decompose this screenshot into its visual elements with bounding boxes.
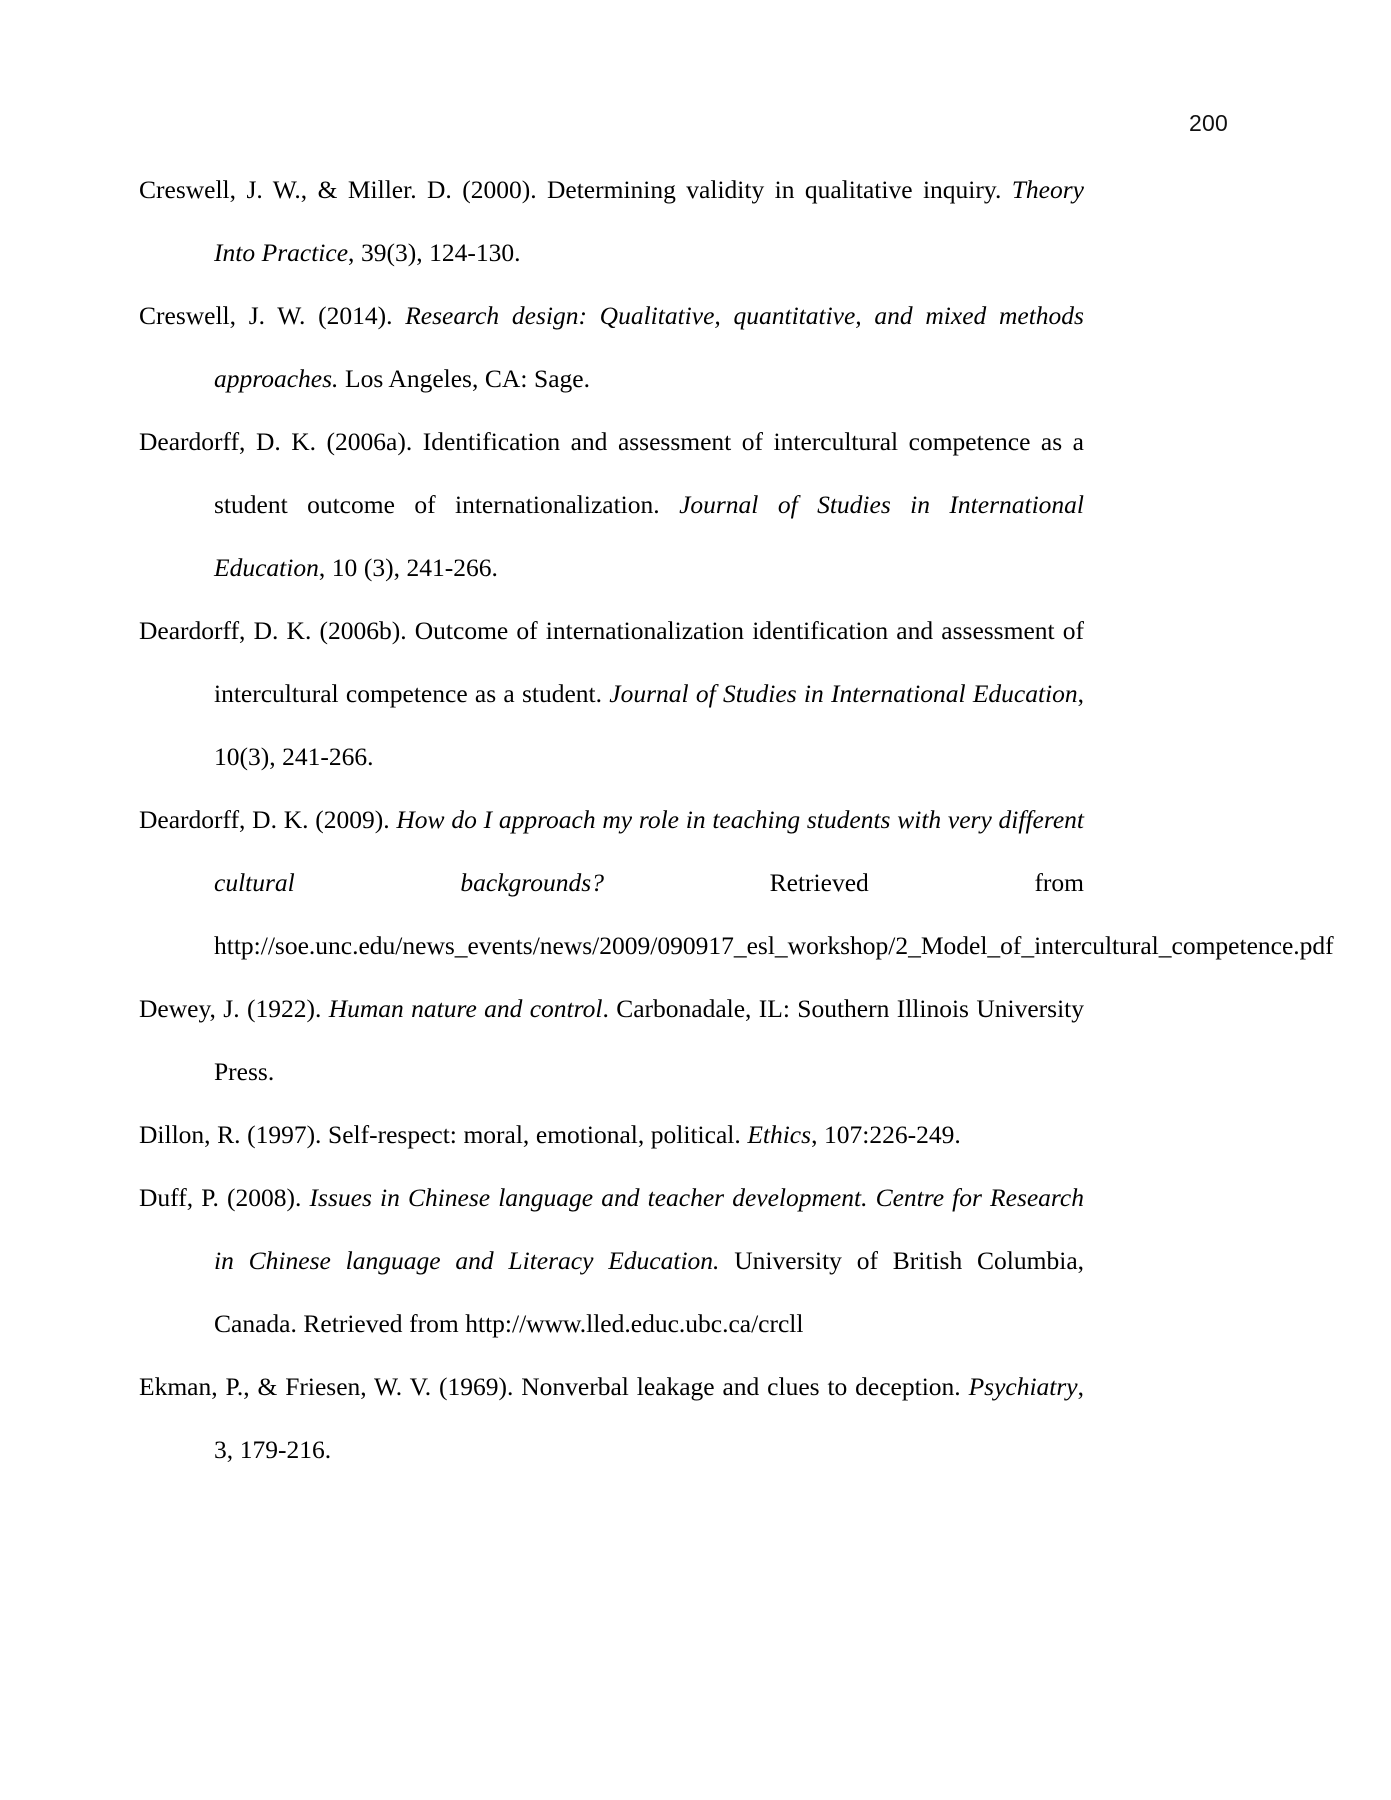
- reference-entry: [139, 977, 1084, 1103]
- reference-text: Deardorff, D. K. (2009).: [139, 805, 397, 834]
- reference-title-italic: Human nature and control: [328, 994, 603, 1023]
- reference-entry: [139, 1355, 1084, 1481]
- reference-text: Deardorff, D. K. (2006a). Identification and assessment of intercultural competence as a student outcome of internationalization.: [139, 427, 1084, 519]
- reference-entry: [139, 1166, 1084, 1355]
- reference-entry: [139, 158, 1084, 284]
- reference-text: , 107:226-249.: [811, 1120, 961, 1149]
- reference-list: [139, 158, 1334, 1481]
- reference-text: Retrieved from http://soe.unc.edu/news_events/news/2009/090917_esl_workshop/2_Model_of_intercultural_competence.pdf: [214, 868, 1334, 960]
- reference-title-italic: Issues in Chinese language and teacher development. Centre for Research in Chinese language and Literacy Education.: [214, 1183, 1084, 1275]
- reference-title-italic: Journal of Studies in International Education: [609, 679, 1078, 708]
- reference-title-italic: Theory Into Practice: [214, 175, 1084, 267]
- reference-text: University of British Columbia, Canada. Retrieved from http://www.lled.educ.ubc.ca/crcll: [214, 1246, 1085, 1338]
- reference-text: Creswell, J. W. (2014).: [139, 301, 406, 330]
- reference-entry: [139, 284, 1084, 410]
- page-number: 200: [1189, 110, 1228, 136]
- reference-text: Dewey, J. (1922).: [139, 994, 329, 1023]
- reference-text: Dillon, R. (1997). Self-respect: moral, emotional, political.: [139, 1120, 748, 1149]
- reference-entry: [139, 410, 1084, 599]
- reference-text: , 10 (3), 241-266.: [318, 553, 498, 582]
- reference-title-italic: Research design: Qualitative, quantitative, and mixed methods approaches.: [214, 301, 1084, 393]
- reference-text: Los Angeles, CA: Sage.: [338, 364, 590, 393]
- reference-text: Ekman, P., & Friesen, W. V. (1969). Nonverbal leakage and clues to deception.: [139, 1372, 969, 1401]
- reference-entry: [139, 599, 1084, 788]
- reference-text: , 10(3), 241-266.: [214, 679, 1085, 771]
- reference-title-italic: Ethics: [747, 1120, 812, 1149]
- reference-text: , 3, 179-216.: [214, 1372, 1084, 1464]
- reference-text: Duff, P. (2008).: [139, 1183, 310, 1212]
- reference-text: Deardorff, D. K. (2006b). Outcome of internationalization identification and assessment of intercultural competence as a student.: [139, 616, 1084, 708]
- reference-text: . Carbonadale, IL: Southern Illinois University Press.: [214, 994, 1084, 1086]
- reference-title-italic: Journal of Studies in International Education: [214, 490, 1084, 582]
- reference-entry: [139, 1103, 1084, 1166]
- reference-title-italic: Psychiatry: [968, 1372, 1078, 1401]
- reference-text: Creswell, J. W., & Miller. D. (2000). Determining validity in qualitative inquiry.: [139, 175, 1012, 204]
- reference-title-italic: How do I approach my role in teaching students with very different cultural backgrounds?: [214, 805, 1084, 897]
- reference-text: , 39(3), 124-130.: [348, 238, 521, 267]
- reference-entry: [139, 788, 1334, 977]
